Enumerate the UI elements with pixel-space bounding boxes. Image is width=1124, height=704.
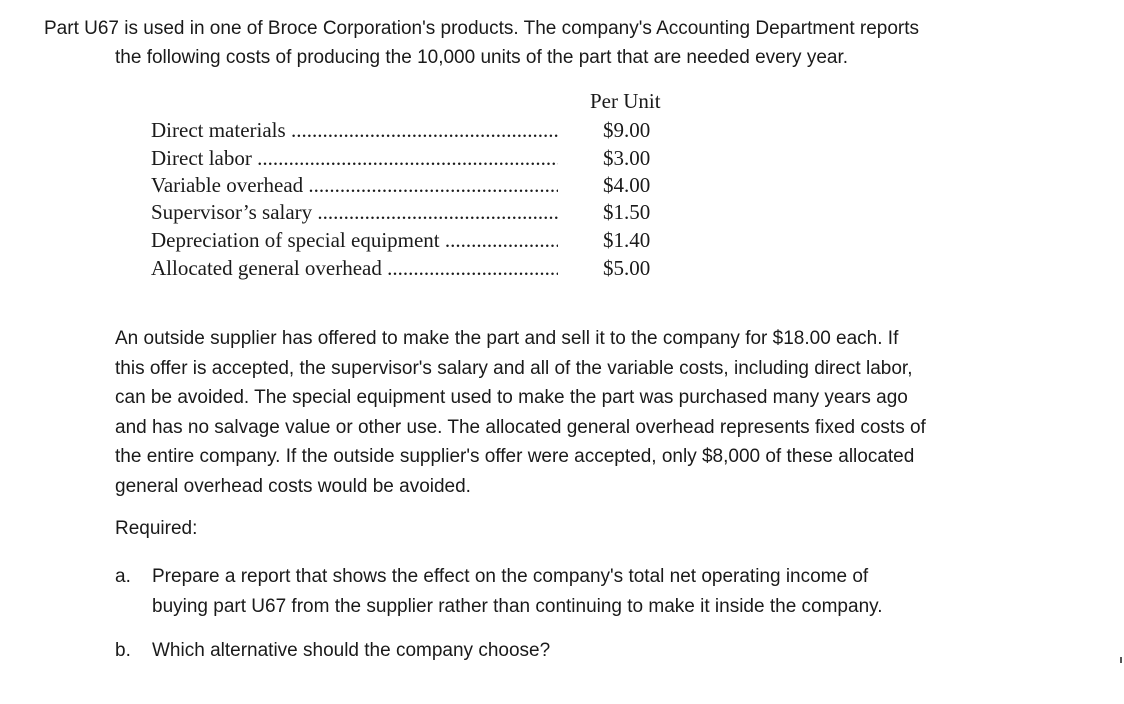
per-unit-header: Per Unit xyxy=(590,89,661,113)
paragraph-line: can be avoided. The special equipment used to make the part was purchased many years ago xyxy=(115,387,908,408)
cost-row-depreciation xyxy=(151,227,671,254)
paragraph-line: general overhead costs would be avoided. xyxy=(115,475,471,497)
item-text xyxy=(152,636,550,666)
cost-value: $4.00 xyxy=(603,173,651,197)
cost-label: Direct labor ..... xyxy=(151,145,558,172)
paragraph-line: An outside supplier has offered to make the part and sell it to the company for $18.00 each. If xyxy=(115,328,899,349)
cost-row-allocated-overhead xyxy=(151,255,671,282)
cost-value: $9.00 xyxy=(603,118,651,142)
item-line: Which alternative should the company choose? xyxy=(152,640,551,661)
cost-row-direct-labor xyxy=(151,145,671,172)
scenario-paragraph xyxy=(115,324,995,501)
cost-value: $1.40 xyxy=(603,228,651,252)
item-marker: a. xyxy=(115,566,131,587)
item-line: Prepare a report that shows the effect on the company's total net operating income of xyxy=(152,566,869,587)
item-text xyxy=(152,562,883,621)
cost-value: $5.00 xyxy=(603,256,651,280)
intro-line-1: Part U67 is used in one of Broce Corporation's products. The company's Accounting Department reports xyxy=(44,18,920,39)
cost-label: Variable overhead ..... xyxy=(151,172,558,199)
cost-label: Depreciation of special equipment ..... xyxy=(151,227,558,254)
paragraph-line: and has no salvage value or other use. The allocated general overhead represents fixed costs of xyxy=(115,416,926,438)
cost-label: Supervisor’s salary ..... xyxy=(151,199,558,226)
intro-line-2: the following costs of producing the 10,000 units of the part that are needed every year. xyxy=(115,47,849,68)
edge-mark xyxy=(1120,657,1122,663)
cost-label: Direct materials ..... xyxy=(151,117,558,144)
item-line: buying part U67 from the supplier rather than continuing to make it inside the company. xyxy=(152,595,883,617)
cost-label: Allocated general overhead ..... xyxy=(151,255,558,282)
cost-row-variable-overhead xyxy=(151,172,671,199)
cost-row-direct-materials xyxy=(151,117,671,144)
item-marker: b. xyxy=(115,640,131,661)
required-heading: Required: xyxy=(115,518,198,539)
paragraph-line: the entire company. If the outside supplier's offer were accepted, only $8,000 of these allocated xyxy=(115,446,915,467)
cost-row-supervisor-salary xyxy=(151,199,671,226)
cost-value: $1.50 xyxy=(603,200,651,224)
cost-value: $3.00 xyxy=(603,146,651,170)
paragraph-line: this offer is accepted, the supervisor's salary and all of the variable costs, including direct labor, xyxy=(115,357,913,379)
